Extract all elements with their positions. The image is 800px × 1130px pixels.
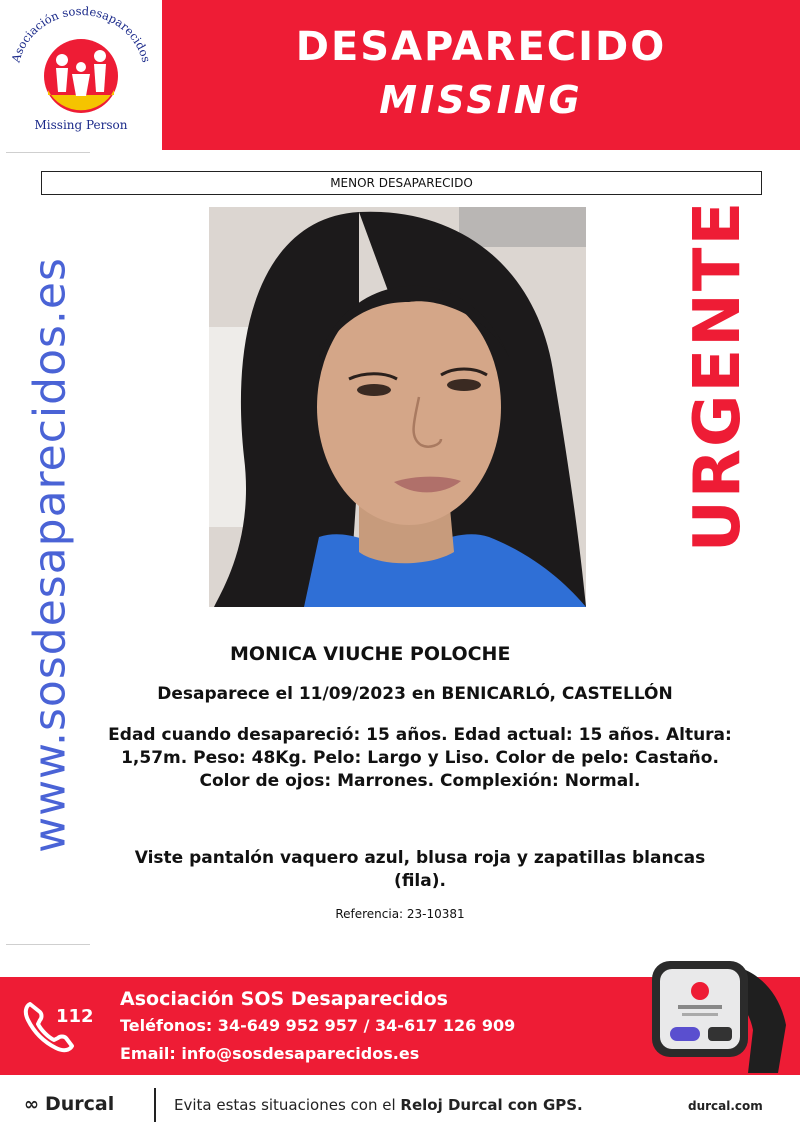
missing-date-location: Desaparece el 11/09/2023 en BENICARLÓ, CASTELLÓN	[157, 684, 673, 704]
durcal-infinity-icon: ∞	[24, 1094, 39, 1115]
clothing-description: Viste pantalón vaquero azul, blusa roja y zapatillas blancas (fila).	[134, 848, 706, 891]
durcal-logo	[24, 1093, 114, 1115]
divider-top	[6, 152, 90, 153]
footer-separator	[154, 1088, 156, 1122]
person-name: MONICA VIUCHE POLOCHE	[230, 643, 511, 665]
urgent-vertical-text: URGENTE	[681, 199, 755, 553]
association-name: Asociación SOS Desaparecidos	[120, 988, 448, 1010]
durcal-url: durcal.com	[688, 1099, 763, 1113]
phone-badge-text: 112	[56, 1006, 94, 1027]
association-email: Email: info@sosdesaparecidos.es	[120, 1044, 420, 1063]
association-phones: Teléfonos: 34-649 952 957 / 34-617 126 909	[120, 1016, 516, 1035]
logo-arc-text: Asociación sosdesaparecidos	[8, 3, 154, 64]
header-banner	[162, 0, 800, 150]
divider-bottom	[6, 944, 90, 945]
logo-caption: Missing Person	[34, 118, 128, 132]
durcal-promo	[174, 1096, 583, 1114]
durcal-brand-text: Durcal	[45, 1093, 115, 1115]
reference-number: Referencia: 23-10381	[335, 907, 465, 921]
promo-prefix: Evita estas situaciones con el	[174, 1096, 401, 1114]
gps-watch-image	[648, 955, 788, 1075]
phone-112-icon	[22, 996, 94, 1056]
association-logo	[0, 0, 162, 150]
header-title-spanish: DESAPARECIDO	[295, 24, 667, 70]
promo-bold: Reloj Durcal con GPS.	[400, 1096, 583, 1114]
header-title-english: MISSING	[379, 78, 583, 122]
category-label: MENOR DESAPARECIDO	[41, 171, 762, 195]
physical-description: Edad cuando desapareció: 15 años. Edad actual: 15 años. Altura: 1,57m. Peso: 48Kg. Pelo: Largo y Liso. Color de pelo: Castaño. Color de ojos: Marrones. Complexión: Normal.	[108, 725, 732, 791]
missing-person-photo	[209, 207, 586, 607]
website-vertical-text: www.sosdesaparecidos.es	[24, 257, 76, 853]
